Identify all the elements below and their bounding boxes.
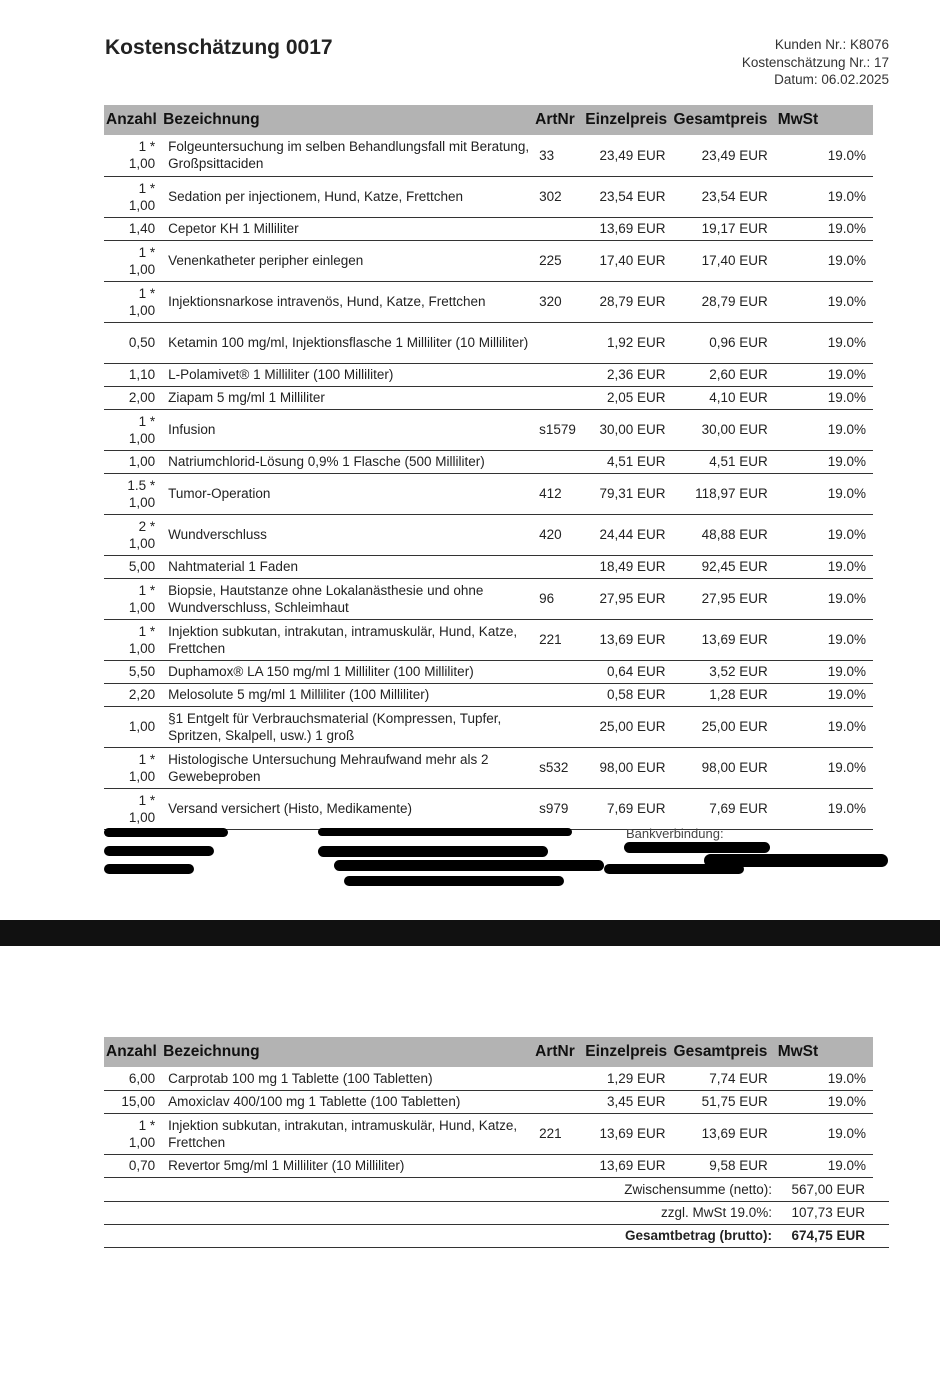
cell-article-number xyxy=(531,450,583,473)
cell-qty: 2,20 xyxy=(104,683,160,706)
cell-total-price: 9,58 EUR xyxy=(672,1154,776,1177)
line-items-body xyxy=(104,1067,873,1177)
cell-vat: 19.0% xyxy=(776,1090,873,1113)
document-meta xyxy=(742,36,889,89)
cell-article-number: 96 xyxy=(531,578,583,619)
cell-total-price: 98,00 EUR xyxy=(672,747,776,788)
cell-total-price: 2,60 EUR xyxy=(672,363,776,386)
table-row xyxy=(104,450,873,473)
cell-vat: 19.0% xyxy=(776,281,873,322)
cell-vat: 19.0% xyxy=(776,240,873,281)
subtotal-label: Zwischensumme (netto): xyxy=(104,1178,776,1201)
cell-vat: 19.0% xyxy=(776,1113,873,1154)
cell-total-price: 48,88 EUR xyxy=(672,514,776,555)
col-header-desc: Bezeichnung xyxy=(160,1037,531,1067)
cell-unit-price: 23,49 EUR xyxy=(583,135,671,176)
cell-description: Injektion subkutan, intrakutan, intramuskulär, Hund, Katze, Frettchen xyxy=(160,1113,531,1154)
redaction-mark xyxy=(318,846,548,857)
redaction-mark xyxy=(318,828,572,836)
cell-article-number xyxy=(531,1067,583,1090)
cell-unit-price: 23,54 EUR xyxy=(583,176,671,217)
cell-description: Revertor 5mg/ml 1 Milliliter (10 Milliliter) xyxy=(160,1154,531,1177)
cell-total-price: 7,69 EUR xyxy=(672,788,776,829)
table-row xyxy=(104,409,873,450)
cell-article-number: 221 xyxy=(531,619,583,660)
cell-article-number: 320 xyxy=(531,281,583,322)
line-items-body xyxy=(104,135,873,829)
cell-unit-price: 24,44 EUR xyxy=(583,514,671,555)
cell-description: Injektion subkutan, intrakutan, intramuskulär, Hund, Katze, Frettchen xyxy=(160,619,531,660)
col-header-vat: MwSt xyxy=(776,1037,873,1067)
line-items-table xyxy=(104,105,873,830)
table-row xyxy=(104,473,873,514)
redaction-mark xyxy=(104,828,228,837)
cell-qty: 1 * 1,00 xyxy=(104,409,160,450)
table-row xyxy=(104,1090,873,1113)
cell-qty: 1 * 1,00 xyxy=(104,788,160,829)
cell-qty: 1,00 xyxy=(104,450,160,473)
cell-article-number xyxy=(531,1154,583,1177)
cell-qty: 5,00 xyxy=(104,555,160,578)
cell-description: Wundverschluss xyxy=(160,514,531,555)
cell-vat: 19.0% xyxy=(776,747,873,788)
col-header-art: ArtNr xyxy=(531,1037,583,1067)
table-row xyxy=(104,1067,873,1090)
cell-unit-price: 0,64 EUR xyxy=(583,660,671,683)
table-header-row xyxy=(104,1037,873,1067)
cell-total-price: 1,28 EUR xyxy=(672,683,776,706)
cell-unit-price: 79,31 EUR xyxy=(583,473,671,514)
cell-vat: 19.0% xyxy=(776,322,873,363)
table-row xyxy=(104,788,873,829)
cell-description: L-Polamivet® 1 Milliliter (100 Milliliter) xyxy=(160,363,531,386)
cell-qty: 1 * 1,00 xyxy=(104,135,160,176)
cell-vat: 19.0% xyxy=(776,450,873,473)
cell-qty: 2 * 1,00 xyxy=(104,514,160,555)
cell-qty: 0,50 xyxy=(104,322,160,363)
cell-article-number: 33 xyxy=(531,135,583,176)
cell-description: Versand versichert (Histo, Medikamente) xyxy=(160,788,531,829)
cell-description: Sedation per injectionem, Hund, Katze, Frettchen xyxy=(160,176,531,217)
cell-vat: 19.0% xyxy=(776,473,873,514)
cell-description: Ketamin 100 mg/ml, Injektionsflasche 1 Milliliter (10 Milliliter) xyxy=(160,322,531,363)
table-row xyxy=(104,514,873,555)
cell-article-number xyxy=(531,1090,583,1113)
cell-total-price: 0,96 EUR xyxy=(672,322,776,363)
page-break-bar xyxy=(0,920,940,946)
table-row xyxy=(104,281,873,322)
cell-article-number xyxy=(531,217,583,240)
cell-unit-price: 2,05 EUR xyxy=(583,386,671,409)
cell-unit-price: 3,45 EUR xyxy=(583,1090,671,1113)
col-header-vat: MwSt xyxy=(776,105,873,135)
vat-value: 107,73 EUR xyxy=(776,1201,889,1224)
cell-article-number: 225 xyxy=(531,240,583,281)
cell-article-number xyxy=(531,683,583,706)
cell-description: Biopsie, Hautstanze ohne Lokalanästhesie und ohne Wundverschluss, Schleimhaut xyxy=(160,578,531,619)
cell-description: Duphamox® LA 150 mg/ml 1 Milliliter (100 Milliliter) xyxy=(160,660,531,683)
cell-total-price: 19,17 EUR xyxy=(672,217,776,240)
cell-description: Natriumchlorid-Lösung 0,9% 1 Flasche (500 Milliliter) xyxy=(160,450,531,473)
cell-unit-price: 13,69 EUR xyxy=(583,1154,671,1177)
table-row xyxy=(104,1154,873,1177)
vat-label: zzgl. MwSt 19.0%: xyxy=(104,1201,776,1224)
cell-article-number xyxy=(531,555,583,578)
cell-article-number: 302 xyxy=(531,176,583,217)
cell-qty: 1,00 xyxy=(104,706,160,747)
table-row xyxy=(104,322,873,363)
cell-vat: 19.0% xyxy=(776,409,873,450)
cell-vat: 19.0% xyxy=(776,706,873,747)
col-header-unit: Einzelpreis xyxy=(583,1037,671,1067)
redaction-mark xyxy=(334,860,604,871)
cell-vat: 19.0% xyxy=(776,578,873,619)
cell-qty: 0,70 xyxy=(104,1154,160,1177)
cell-total-price: 28,79 EUR xyxy=(672,281,776,322)
document-page-2 xyxy=(0,946,940,1379)
col-header-qty: Anzahl xyxy=(104,1037,160,1067)
cell-vat: 19.0% xyxy=(776,386,873,409)
cell-vat: 19.0% xyxy=(776,660,873,683)
col-header-art: ArtNr xyxy=(531,105,583,135)
cell-qty: 1 * 1,00 xyxy=(104,240,160,281)
cell-article-number: 412 xyxy=(531,473,583,514)
cell-vat: 19.0% xyxy=(776,135,873,176)
totals-table xyxy=(104,1178,889,1248)
cell-unit-price: 1,29 EUR xyxy=(583,1067,671,1090)
cell-article-number: 420 xyxy=(531,514,583,555)
vat-row xyxy=(104,1201,889,1224)
cell-unit-price: 13,69 EUR xyxy=(583,619,671,660)
cell-article-number: s532 xyxy=(531,747,583,788)
grand-total-row xyxy=(104,1224,889,1247)
cell-unit-price: 27,95 EUR xyxy=(583,578,671,619)
col-header-unit: Einzelpreis xyxy=(583,105,671,135)
cell-total-price: 7,74 EUR xyxy=(672,1067,776,1090)
redaction-mark xyxy=(104,846,214,856)
estimate-number: Kostenschätzung Nr.: 17 xyxy=(741,54,889,70)
cell-qty: 1 * 1,00 xyxy=(104,1113,160,1154)
cell-unit-price: 7,69 EUR xyxy=(583,788,671,829)
cell-total-price: 13,69 EUR xyxy=(672,619,776,660)
redaction-mark xyxy=(604,864,744,874)
cell-description: Carprotab 100 mg 1 Tablette (100 Tabletten) xyxy=(160,1067,531,1090)
cell-unit-price: 2,36 EUR xyxy=(583,363,671,386)
table-row xyxy=(104,578,873,619)
cell-qty: 1 * 1,00 xyxy=(104,578,160,619)
cell-article-number xyxy=(531,363,583,386)
cell-article-number: s979 xyxy=(531,788,583,829)
cell-description: Ziapam 5 mg/ml 1 Milliliter xyxy=(160,386,531,409)
cell-unit-price: 30,00 EUR xyxy=(583,409,671,450)
bank-label: Bankverbindung: xyxy=(626,826,724,841)
cell-unit-price: 25,00 EUR xyxy=(583,706,671,747)
cell-description: Histologische Untersuchung Mehraufwand mehr als 2 Gewebeproben xyxy=(160,747,531,788)
table-row xyxy=(104,555,873,578)
cell-qty: 2,00 xyxy=(104,386,160,409)
cell-vat: 19.0% xyxy=(776,1067,873,1090)
cell-article-number xyxy=(531,706,583,747)
grand-total-value: 674,75 EUR xyxy=(776,1224,889,1247)
cell-total-price: 4,10 EUR xyxy=(672,386,776,409)
cell-qty: 6,00 xyxy=(104,1067,160,1090)
table-row xyxy=(104,240,873,281)
cell-qty: 1,40 xyxy=(104,217,160,240)
cell-unit-price: 98,00 EUR xyxy=(583,747,671,788)
cell-article-number xyxy=(531,386,583,409)
subtotal-value: 567,00 EUR xyxy=(776,1178,889,1201)
cell-vat: 19.0% xyxy=(776,555,873,578)
cell-description: Infusion xyxy=(160,409,531,450)
cell-description: Amoxiclav 400/100 mg 1 Tablette (100 Tabletten) xyxy=(160,1090,531,1113)
cell-article-number: s1579 xyxy=(531,409,583,450)
cell-unit-price: 18,49 EUR xyxy=(583,555,671,578)
cell-unit-price: 0,58 EUR xyxy=(583,683,671,706)
table-row xyxy=(104,386,873,409)
cell-total-price: 25,00 EUR xyxy=(672,706,776,747)
cell-vat: 19.0% xyxy=(776,619,873,660)
cell-total-price: 51,75 EUR xyxy=(672,1090,776,1113)
table-row xyxy=(104,176,873,217)
cell-total-price: 118,97 EUR xyxy=(672,473,776,514)
cell-qty: 1 * 1,00 xyxy=(104,176,160,217)
cell-unit-price: 13,69 EUR xyxy=(583,1113,671,1154)
cell-total-price: 30,00 EUR xyxy=(672,409,776,450)
subtotal-row xyxy=(104,1178,889,1201)
cell-description: Injektionsnarkose intravenös, Hund, Katze, Frettchen xyxy=(160,281,531,322)
cell-vat: 19.0% xyxy=(776,683,873,706)
cell-total-price: 23,54 EUR xyxy=(672,176,776,217)
redaction-mark xyxy=(344,876,564,886)
col-header-qty: Anzahl xyxy=(104,105,160,135)
document-footer xyxy=(104,826,894,896)
redaction-mark xyxy=(104,864,194,874)
cell-description: Venenkatheter peripher einlegen xyxy=(160,240,531,281)
table-row xyxy=(104,135,873,176)
cell-description: Folgeuntersuchung im selben Behandlungsfall mit Beratung, Großpsittaciden xyxy=(160,135,531,176)
table-row xyxy=(104,217,873,240)
cell-vat: 19.0% xyxy=(776,176,873,217)
table-row xyxy=(104,660,873,683)
cell-description: Tumor-Operation xyxy=(160,473,531,514)
cell-description: Nahtmaterial 1 Faden xyxy=(160,555,531,578)
table-row xyxy=(104,706,873,747)
redaction-mark xyxy=(624,842,770,853)
cell-vat: 19.0% xyxy=(776,788,873,829)
table-row xyxy=(104,1113,873,1154)
cell-description: §1 Entgelt für Verbrauchsmaterial (Kompressen, Tupfer, Spritzen, Skalpell, usw.) 1 groß xyxy=(160,706,531,747)
cell-qty: 1 * 1,00 xyxy=(104,281,160,322)
cell-unit-price: 13,69 EUR xyxy=(583,217,671,240)
cell-total-price: 4,51 EUR xyxy=(672,450,776,473)
cell-total-price: 23,49 EUR xyxy=(672,135,776,176)
cell-qty: 1 * 1,00 xyxy=(104,619,160,660)
cell-vat: 19.0% xyxy=(776,363,873,386)
cell-unit-price: 28,79 EUR xyxy=(583,281,671,322)
line-items-table-continued xyxy=(104,1037,873,1178)
cell-description: Cepetor KH 1 Milliliter xyxy=(160,217,531,240)
cell-total-price: 17,40 EUR xyxy=(672,240,776,281)
cell-unit-price: 17,40 EUR xyxy=(583,240,671,281)
cell-vat: 19.0% xyxy=(776,1154,873,1177)
col-header-desc: Bezeichnung xyxy=(160,105,531,135)
cell-total-price: 13,69 EUR xyxy=(672,1113,776,1154)
col-header-total: Gesamtpreis xyxy=(672,105,776,135)
cell-qty: 1,10 xyxy=(104,363,160,386)
table-row xyxy=(104,683,873,706)
table-header-row xyxy=(104,105,873,135)
cell-qty: 1.5 * 1,00 xyxy=(104,473,160,514)
document-title: Kostenschätzung 0017 xyxy=(105,36,333,59)
table-row xyxy=(104,619,873,660)
cell-vat: 19.0% xyxy=(776,217,873,240)
cell-qty: 15,00 xyxy=(104,1090,160,1113)
cell-vat: 19.0% xyxy=(776,514,873,555)
cell-description: Melosolute 5 mg/ml 1 Milliliter (100 Milliliter) xyxy=(160,683,531,706)
estimate-date: Datum: 06.02.2025 xyxy=(774,72,889,87)
grand-total-label: Gesamtbetrag (brutto): xyxy=(104,1224,776,1247)
cell-unit-price: 1,92 EUR xyxy=(583,322,671,363)
table-row xyxy=(104,363,873,386)
cell-unit-price: 4,51 EUR xyxy=(583,450,671,473)
cell-qty: 5,50 xyxy=(104,660,160,683)
cell-qty: 1 * 1,00 xyxy=(104,747,160,788)
table-row xyxy=(104,747,873,788)
customer-number: Kunden Nr.: K8076 xyxy=(774,37,889,52)
cell-article-number xyxy=(531,322,583,363)
cell-total-price: 92,45 EUR xyxy=(672,555,776,578)
col-header-total: Gesamtpreis xyxy=(672,1037,776,1067)
cell-article-number xyxy=(531,660,583,683)
cell-article-number: 221 xyxy=(531,1113,583,1154)
cell-total-price: 3,52 EUR xyxy=(672,660,776,683)
cell-total-price: 27,95 EUR xyxy=(672,578,776,619)
